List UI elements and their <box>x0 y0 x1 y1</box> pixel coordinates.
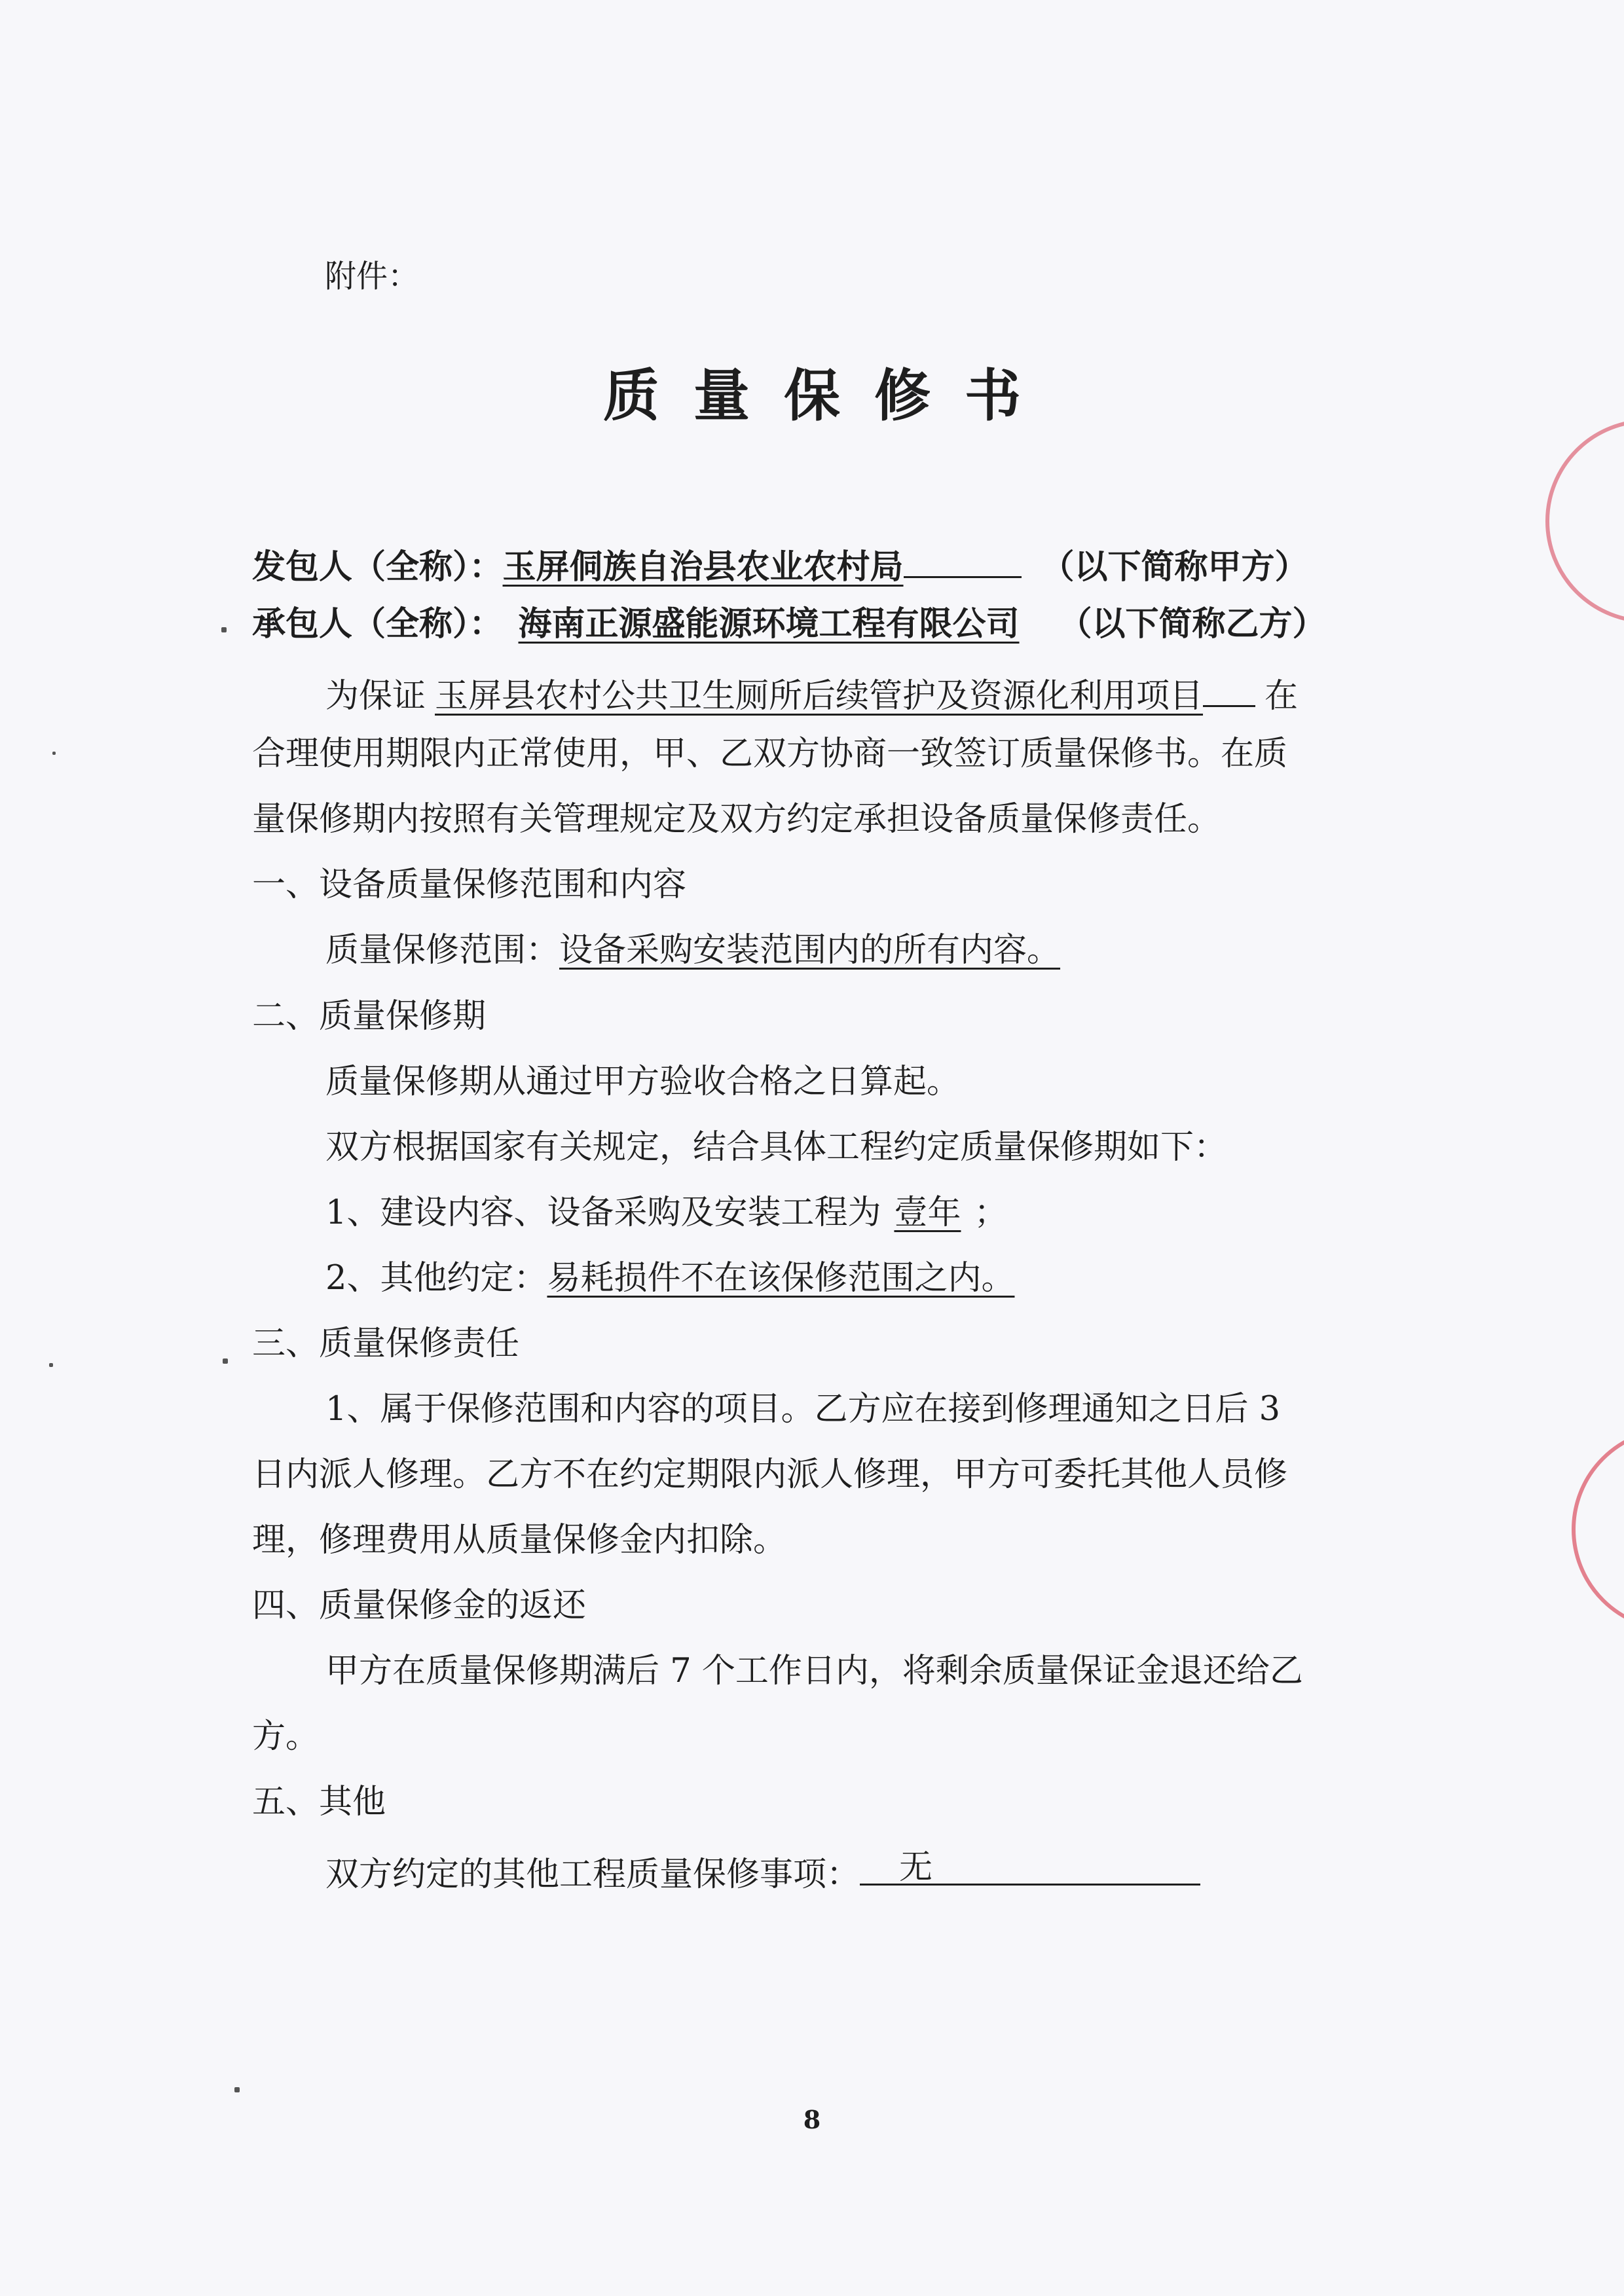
employer-label: 发包人（全称）： <box>252 547 503 587</box>
contractor-suffix: （以下简称乙方） <box>1058 604 1326 644</box>
scan-speck <box>52 752 56 755</box>
warranty-agreement-line: 双方根据国家有关规定，结合具体工程约定质量保修期如下： <box>325 1128 1228 1167</box>
scan-speck <box>234 2087 240 2092</box>
warranty-item-2-prefix: 2、其他约定： <box>325 1259 547 1298</box>
section3-heading: 三、质量保修责任 <box>252 1324 520 1363</box>
contractor-name: 海南正源盛能源环境工程有限公司 <box>518 604 1020 644</box>
intro-line-3: 量保修期内按照有关管理规定及双方约定承担设备质量保修责任。 <box>252 800 1221 839</box>
responsibility-line-2: 日内派人修理。乙方不在约定期限内派人修理，甲方可委托其他人员修 <box>252 1455 1288 1494</box>
scan-speck <box>223 1358 228 1364</box>
other-matters-value: 无 <box>899 1848 933 1887</box>
project-blank <box>1203 672 1255 707</box>
other-matters-blank <box>860 1848 1200 1887</box>
document-title: 质量保修书 <box>603 363 1055 429</box>
intro-line-2: 合理使用期限内正常使用，甲、乙双方协商一致签订质量保修书。在质 <box>252 735 1288 773</box>
scan-speck <box>49 1363 53 1367</box>
warranty-start-line: 质量保修期从通过甲方验收合格之日算起。 <box>325 1063 961 1101</box>
employer-line <box>252 543 1308 587</box>
intro-prefix: 为保证 <box>325 677 426 716</box>
scan-speck <box>221 627 227 632</box>
warranty-item-1 <box>325 1196 1007 1230</box>
scope-line <box>325 931 1061 970</box>
intro-line-1 <box>325 672 1299 716</box>
warranty-exclusion-value: 易耗损件不在该保修范围之内。 <box>547 1259 1015 1298</box>
attachment-label: 附件： <box>325 258 420 295</box>
other-matters-prefix: 双方约定的其他工程质量保修事项： <box>325 1855 860 1894</box>
section2-heading: 二、质量保修期 <box>252 997 487 1036</box>
employer-name: 玉屏侗族自治县农业农村局 <box>502 547 904 587</box>
other-matters-line <box>325 1848 1200 1894</box>
responsibility-line-3: 理，修理费用从质量保修金内扣除。 <box>252 1521 787 1559</box>
warranty-item-1-suffix: ； <box>974 1194 1008 1232</box>
page-number: 8 <box>803 2105 821 2134</box>
scope-label: 质量保修范围： <box>325 931 560 970</box>
section1-heading: 一、设备质量保修范围和内容 <box>252 866 687 904</box>
project-name: 玉屏县农村公共卫生厕所后续管护及资源化利用项目 <box>435 677 1204 716</box>
section5-heading: 五、其他 <box>252 1783 386 1821</box>
contractor-line <box>252 604 1326 644</box>
employer-suffix: （以下简称甲方） <box>1041 547 1308 587</box>
warranty-item-2 <box>325 1259 1015 1298</box>
refund-line-2: 方。 <box>252 1717 320 1756</box>
employer-blank <box>904 543 1022 578</box>
contractor-label: 承包人（全称）： <box>252 604 503 644</box>
warranty-item-1-prefix: 1、建设内容、设备采购及安装工程为 <box>325 1194 881 1232</box>
scope-value: 设备采购安装范围内的所有内容。 <box>559 931 1061 970</box>
responsibility-line-1: 1、属于保修范围和内容的项目。乙方应在接到修理通知之日后 3 <box>325 1390 1281 1429</box>
seal-stamp-bottom <box>1572 1427 1624 1631</box>
intro-line1-end: 在 <box>1264 677 1299 716</box>
seal-stamp-top <box>1545 419 1624 623</box>
warranty-period-value: 壹年 <box>894 1194 961 1232</box>
refund-line-1: 甲方在质量保修期满后 7 个工作日内，将剩余质量保证金退还给乙 <box>325 1652 1303 1690</box>
section4-heading: 四、质量保修金的返还 <box>252 1586 587 1625</box>
